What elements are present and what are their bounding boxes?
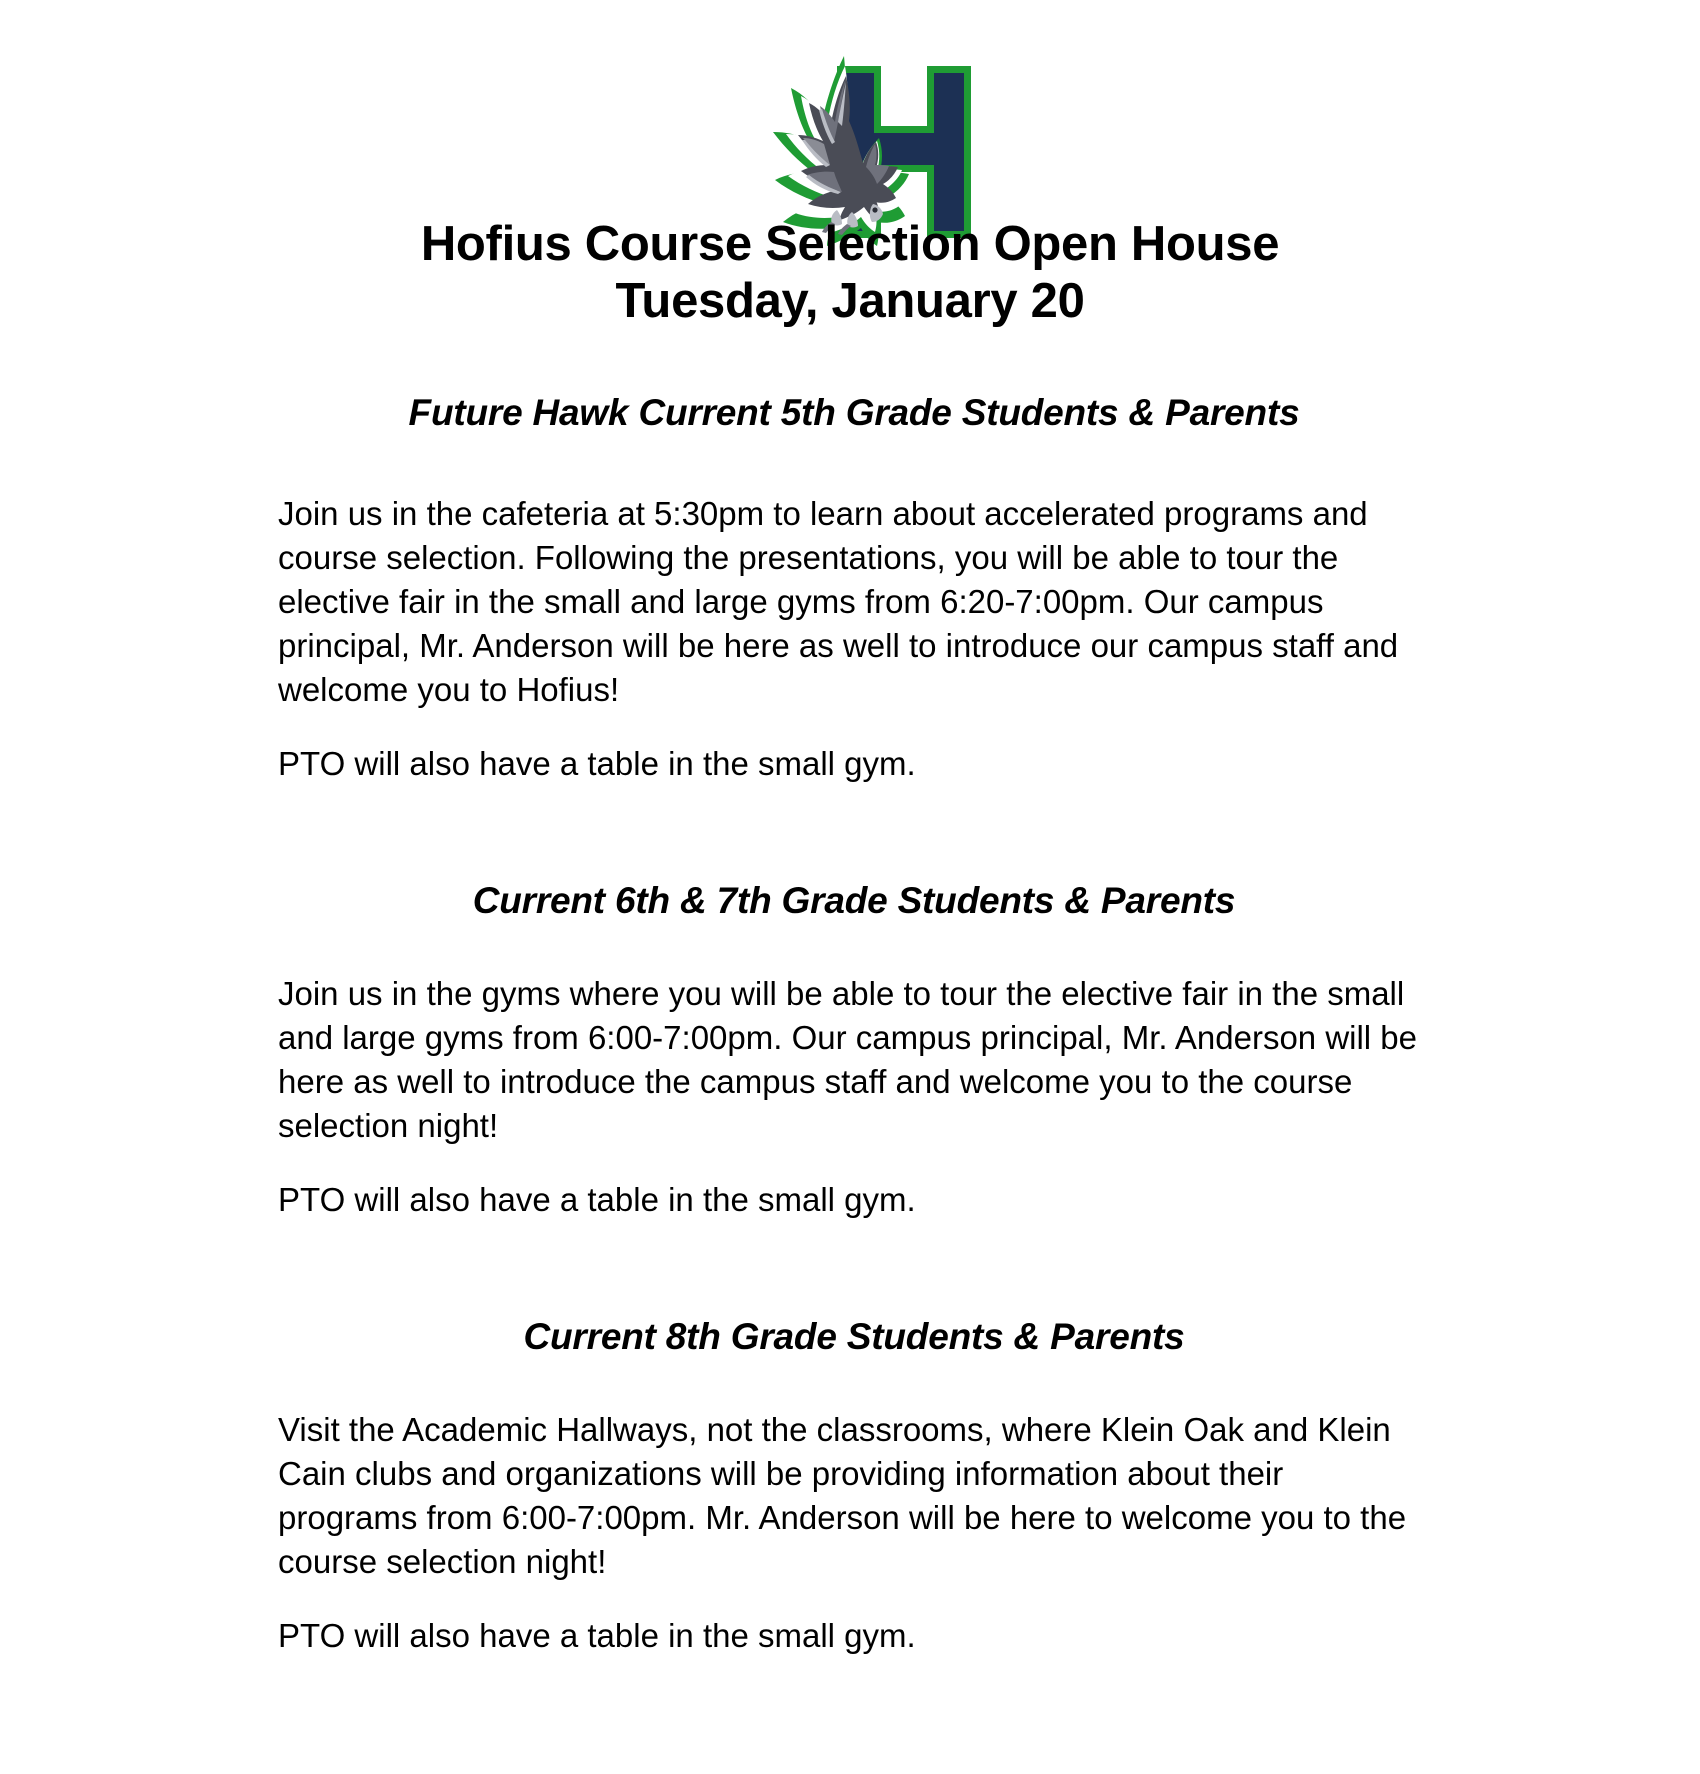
logo-container — [0, 0, 1700, 210]
section-paragraph-grade-5-pto: PTO will also have a table in the small gym. — [278, 745, 916, 782]
section-paragraph-grade-6-7-pto: PTO will also have a table in the small gym. — [278, 1181, 916, 1218]
section-paragraph-grade-8-pto: PTO will also have a table in the small gym. — [278, 1617, 916, 1654]
section-paragraph-grade-6-7-main: Join us in the gyms where you will be able to tour the elective fair in the small and large gyms from 6:00-7:00pm. Our campus principal, Mr. Anderson will be here as well to introduce the campus staff and welcome you to the course selection night! — [278, 975, 1418, 1144]
title-line-1: Hofius Course Selection Open House — [420, 217, 1280, 271]
page-title — [0, 216, 1700, 330]
section-paragraph-grade-5-main: Join us in the cafeteria at 5:30pm to learn about accelerated programs and course selection. Following the presentations, you will be able to tour the elective fair in the small and large gyms from 6:20-7:00pm. Our campus principal, Mr. Anderson will be here as well to introduce our campus staff and welcome you to Hofius! — [278, 495, 1399, 708]
section-grade-5 — [278, 390, 1430, 786]
section-heading-grade-6-7: Current 6th & 7th Grade Students & Parents — [472, 880, 1236, 921]
section-heading-grade-5: Future Hawk Current 5th Grade Students & Parents — [408, 392, 1300, 433]
section-heading-grade-8: Current 8th Grade Students & Parents — [523, 1316, 1185, 1357]
document-body — [270, 330, 1430, 1718]
title-line-2: Tuesday, January 20 — [615, 274, 1085, 328]
section-grade-6-7 — [278, 878, 1430, 1222]
section-grade-8 — [278, 1314, 1430, 1658]
section-paragraph-grade-8-main: Visit the Academic Hallways, not the classrooms, where Klein Oak and Klein Cain clubs and organizations will be providing information about their programs from 6:00-7:00pm. Mr. Anderson will be here to welcome you to the course selection night! — [278, 1411, 1407, 1580]
